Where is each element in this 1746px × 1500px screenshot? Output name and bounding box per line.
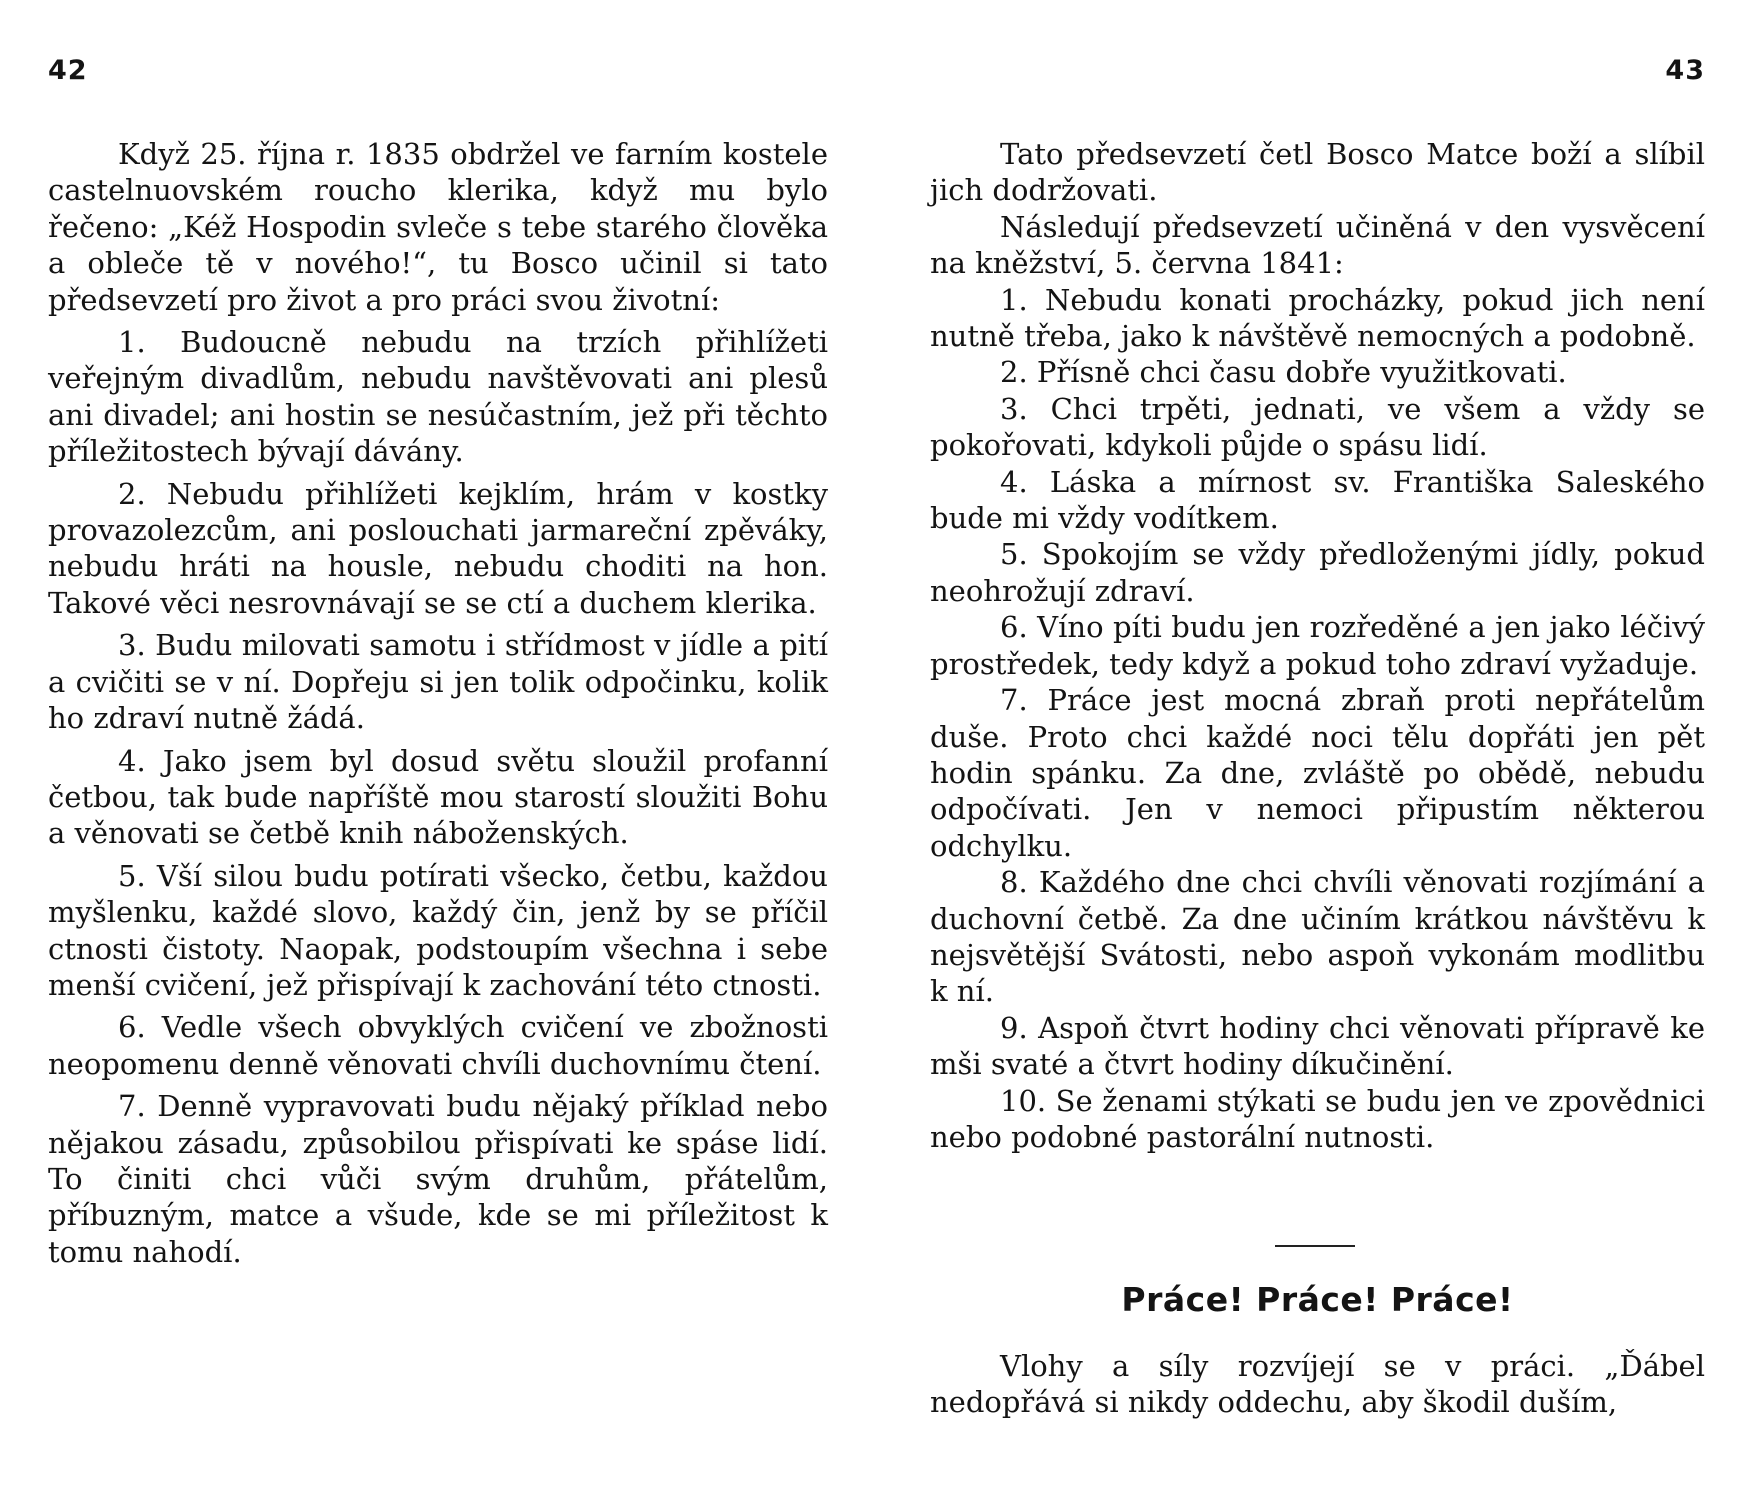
right-resolution-7: 7. Práce jest mocná zbraň proti nepřátelům duše. Proto chci každé noci tělu dopřáti jen pět hodin spánku. Za dne, zvláště po obědě, nebudu odpočívati. Jen v nemoci připustím některou odchylku.: [930, 683, 1705, 863]
left-paragraph-intro: Když 25. října r. 1835 obdržel ve farním kostele castelnuovském roucho klerika, když mu bylo řečeno: „Kéž Hospodin svleče s tebe starého člověka a obleče tě v nového!“, tu Bosco učinil si tato předsevzetí pro život a pro práci svou životní:: [48, 137, 828, 317]
left-page-text: [48, 136, 828, 1270]
right-resolution-2: 2. Přísně chci času dobře využitkovati.: [1000, 355, 1567, 390]
left-page: [48, 0, 828, 1500]
left-resolution-4: 4. Jako jsem byl dosud světu sloužil profanní četbou, tak bude napříště mou starostí sloužiti Bohu a věnovati se četbě knih náboženských.: [48, 743, 828, 851]
right-resolution-4: 4. Láska a mírnost sv. Františka Saleského bude mi vždy vodítkem.: [930, 464, 1705, 536]
right-page: [930, 0, 1705, 1500]
page-number-left: 42: [48, 55, 88, 86]
right-resolution-8: 8. Každého dne chci chvíli věnovati rozjímání a duchovní četbě. Za dne učiním krátkou návštěvu k nejsvětější Svátosti, nebo aspoň vykonám modlitbu k ní.: [930, 865, 1705, 1009]
section-heading: Práce! Práce! Práce!: [1121, 1280, 1514, 1319]
right-resolution-6: 6. Víno píti budu jen rozředěné a jen jako léčivý prostředek, tedy když a pokud toho zdraví vyžaduje.: [930, 610, 1705, 681]
page-number-right: 43: [1665, 55, 1705, 86]
left-resolution-3: 3. Budu milovati samotu i střídmost v jídle a pití a cvičiti se v ní. Dopřeju si jen tolik odpočinku, kolik ho zdraví nutně žádá.: [48, 628, 828, 736]
right-resolution-5: 5. Spokojím se vždy předloženými jídly, pokud neohrožují zdraví.: [930, 537, 1705, 608]
right-resolution-1: 1. Nebudu konati procházky, pokud jich není nutně třeba, jako k návštěvě nemocných a podobně.: [930, 282, 1705, 354]
left-resolution-2: 2. Nebudu přihlížeti kejklím, hrám v kostky provazolezcům, ani poslouchati jarmareční zpěváky, nebudu hráti na housle, nebudu choditi na hon. Takové věci nesrovnávají se se ctí a duchem klerika.: [48, 476, 828, 620]
section-body: [930, 1348, 1705, 1421]
section-divider: [1275, 1245, 1355, 1247]
right-page-text: [930, 136, 1705, 1155]
right-paragraph-intro: Tato předsevzetí četl Bosco Matce boží a slíbil jich dodržovati.: [930, 137, 1705, 208]
left-resolution-1: 1. Budoucně nebudu na trzích přihlížeti veřejným divadlům, nebudu navštěvovati ani plesů ani divadel; ani hostin se nesúčastním, jež při těchto příležitostech bývají dávány.: [48, 325, 828, 469]
left-resolution-7: 7. Denně vypravovati budu nějaký příklad nebo nějakou zásadu, způsobilou přispívati ke spáse lidí. To činiti chci vůči svým druhům, přátelům, příbuzným, matce a všude, kde se mi příležitost k tomu nahodí.: [48, 1089, 828, 1269]
section-paragraph: Vlohy a síly rozvíjejí se v práci. „Ďábel nedopřává si nikdy oddechu, aby škodil duším,: [930, 1349, 1705, 1420]
left-resolution-6: 6. Vedle všech obvyklých cvičení ve zbožnosti neopomenu denně věnovati chvíli duchovnímu čtení.: [48, 1010, 828, 1081]
right-paragraph-ordination: Následují předsevzetí učiněná v den vysvěcení na kněžství, 5. června 1841:: [930, 209, 1705, 281]
right-resolution-3: 3. Chci trpěti, jednati, ve všem a vždy se pokořovati, kdykoli půjde o spásu lidí.: [930, 391, 1705, 463]
right-resolution-10: 10. Se ženami stýkati se budu jen ve zpovědnici nebo podobné pastorální nutnosti.: [930, 1083, 1705, 1154]
left-resolution-5: 5. Vší silou budu potírati všecko, četbu, každou myšlenku, každé slovo, každý čin, jenž by se příčil ctnosti čistoty. Naopak, podstoupím všechna i sebe menší cvičení, jež přispívají k zachování této ctnosti.: [48, 858, 828, 1002]
right-resolution-9: 9. Aspoň čtvrt hodiny chci věnovati přípravě ke mši svaté a čtvrt hodiny díkučinění.: [930, 1010, 1705, 1082]
